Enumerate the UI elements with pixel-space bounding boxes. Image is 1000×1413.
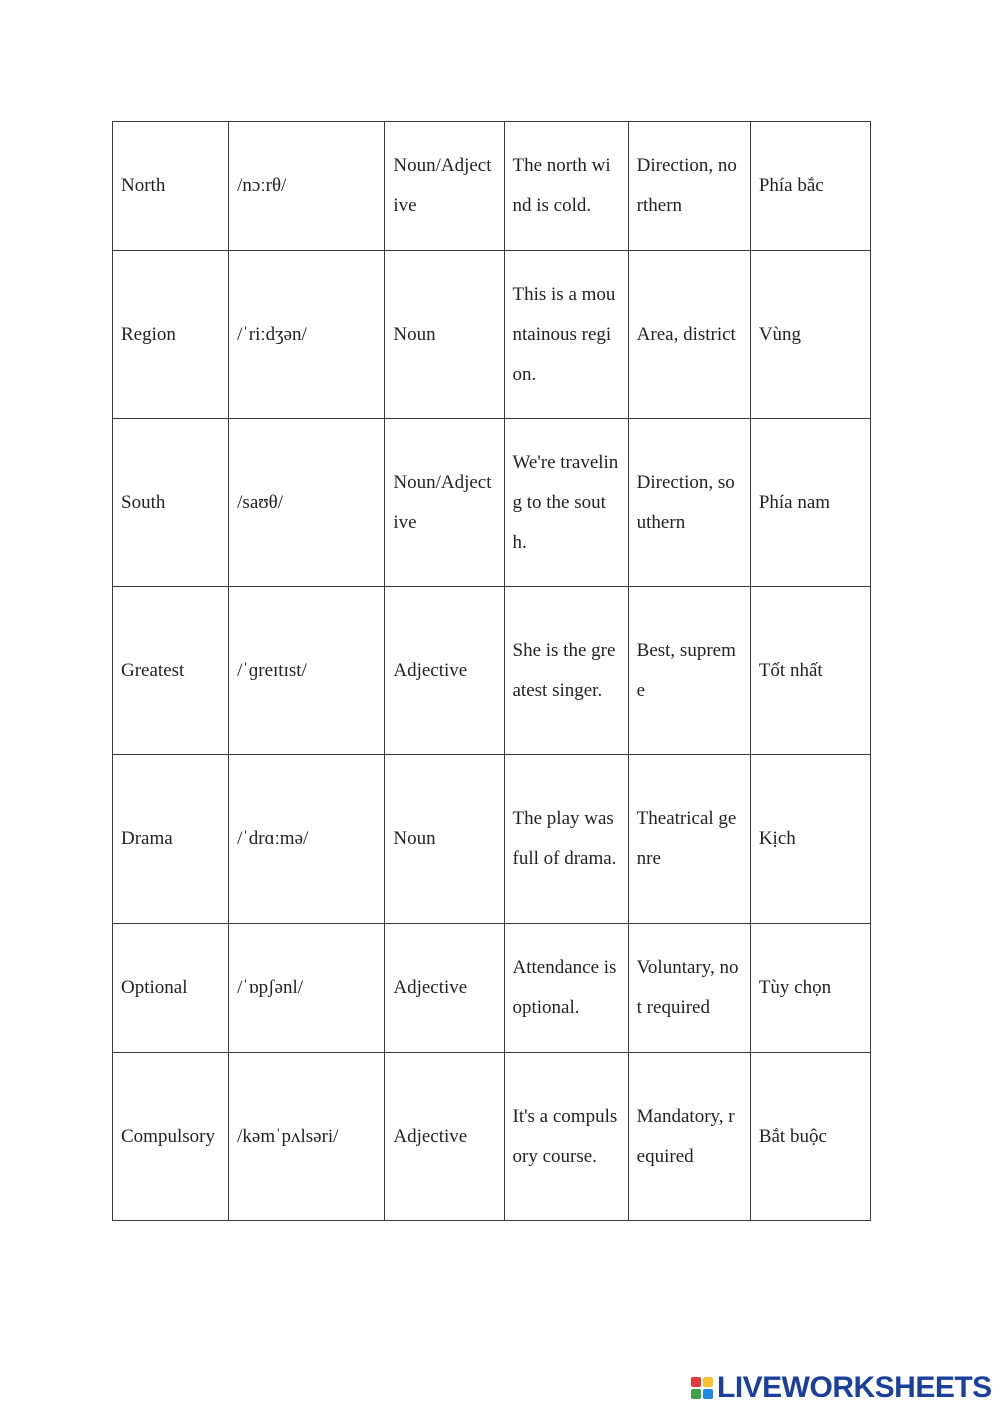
- table-row: [113, 1053, 871, 1221]
- part-of-speech-cell: Adjective: [385, 587, 504, 755]
- example-cell: The north wind is cold.: [504, 122, 628, 251]
- example-cell: We're traveling to the south.: [504, 419, 628, 587]
- table-row: [113, 755, 871, 924]
- logo-square: [691, 1377, 701, 1387]
- logo-square: [703, 1377, 713, 1387]
- vietnamese-cell: Vùng: [750, 251, 870, 419]
- part-of-speech-cell: Adjective: [385, 1053, 504, 1221]
- logo-square: [691, 1389, 701, 1399]
- vietnamese-cell: Tùy chọn: [750, 924, 870, 1053]
- word-cell: North: [113, 122, 229, 251]
- word-cell: Region: [113, 251, 229, 419]
- synonym-cell: Voluntary, not required: [628, 924, 750, 1053]
- synonym-cell: Direction, northern: [628, 122, 750, 251]
- vietnamese-cell: Bắt buộc: [750, 1053, 870, 1221]
- example-cell: She is the greatest singer.: [504, 587, 628, 755]
- part-of-speech-cell: Adjective: [385, 924, 504, 1053]
- word-cell: Optional: [113, 924, 229, 1053]
- table-row: [113, 924, 871, 1053]
- ipa-cell: /ˈɒpʃənl/: [229, 924, 385, 1053]
- table-row: [113, 587, 871, 755]
- liveworksheets-watermark: [691, 1371, 992, 1405]
- example-cell: It's a compulsory course.: [504, 1053, 628, 1221]
- vietnamese-cell: Phía bắc: [750, 122, 870, 251]
- vietnamese-cell: Phía nam: [750, 419, 870, 587]
- ipa-cell: /ˈdrɑːmə/: [229, 755, 385, 924]
- ipa-cell: /saʊθ/: [229, 419, 385, 587]
- example-cell: The play was full of drama.: [504, 755, 628, 924]
- word-cell: South: [113, 419, 229, 587]
- synonym-cell: Direction, southern: [628, 419, 750, 587]
- ipa-cell: /kəmˈpʌlsəri/: [229, 1053, 385, 1221]
- ipa-cell: /nɔːrθ/: [229, 122, 385, 251]
- table-row: [113, 122, 871, 251]
- vietnamese-cell: Kịch: [750, 755, 870, 924]
- part-of-speech-cell: Noun: [385, 251, 504, 419]
- vocabulary-table: [112, 121, 871, 1221]
- watermark-text: LIVEWORKSHEETS: [717, 1371, 992, 1404]
- table-row: [113, 419, 871, 587]
- part-of-speech-cell: Noun: [385, 755, 504, 924]
- ipa-cell: /ˈriːdʒən/: [229, 251, 385, 419]
- part-of-speech-cell: Noun/Adjective: [385, 122, 504, 251]
- synonym-cell: Theatrical genre: [628, 755, 750, 924]
- table-row: [113, 251, 871, 419]
- synonym-cell: Best, supreme: [628, 587, 750, 755]
- word-cell: Greatest: [113, 587, 229, 755]
- word-cell: Compulsory: [113, 1053, 229, 1221]
- synonym-cell: Mandatory, required: [628, 1053, 750, 1221]
- synonym-cell: Area, district: [628, 251, 750, 419]
- example-cell: This is a mountainous region.: [504, 251, 628, 419]
- ipa-cell: /ˈɡreɪtɪst/: [229, 587, 385, 755]
- liveworksheets-logo-icon: [691, 1377, 713, 1399]
- word-cell: Drama: [113, 755, 229, 924]
- logo-square: [703, 1389, 713, 1399]
- part-of-speech-cell: Noun/Adjective: [385, 419, 504, 587]
- example-cell: Attendance is optional.: [504, 924, 628, 1053]
- vietnamese-cell: Tốt nhất: [750, 587, 870, 755]
